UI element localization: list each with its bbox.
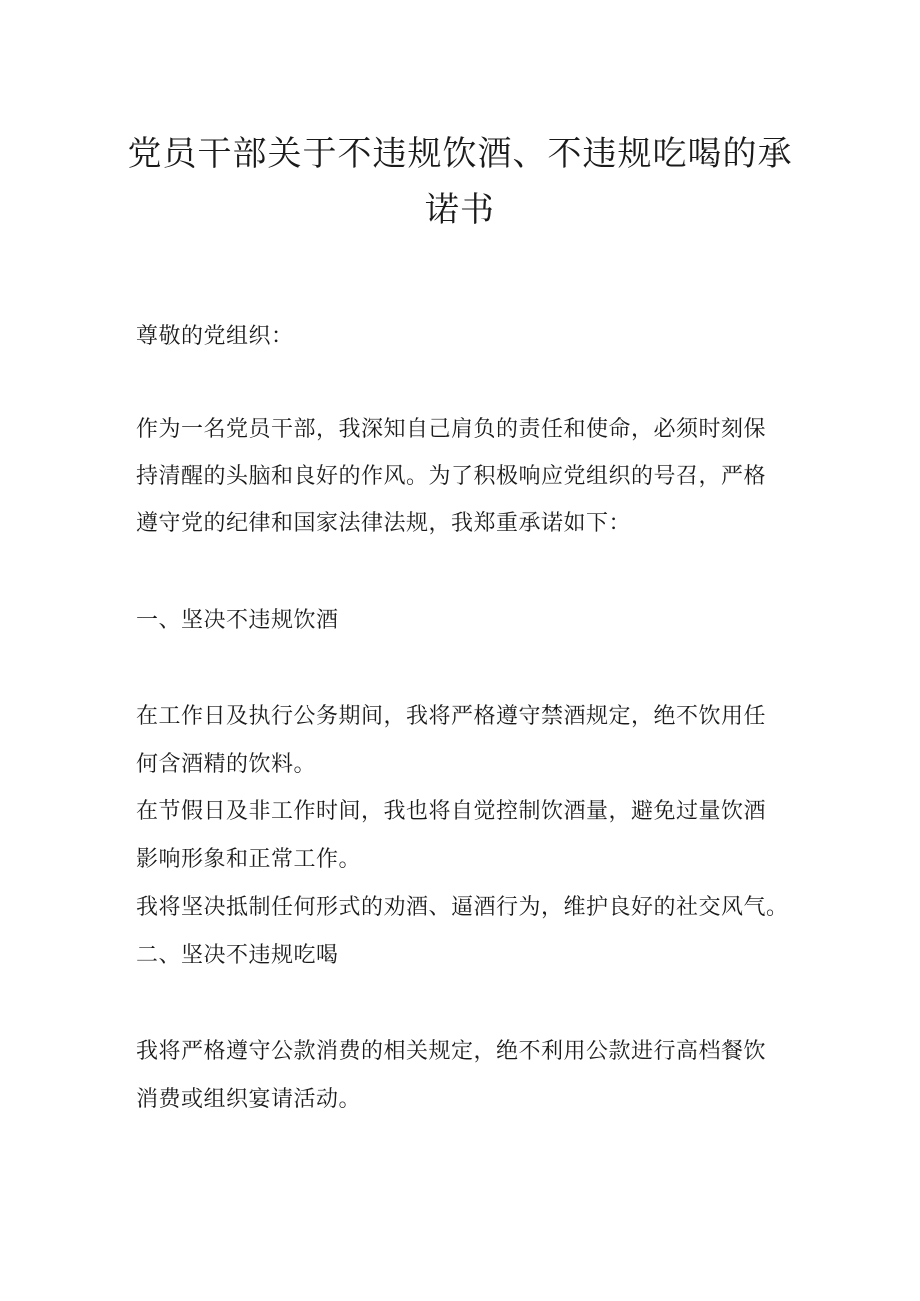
- section-1-line-2: 何含酒精的饮料。: [136, 752, 317, 777]
- section-2-line-2: 消费或组织宴请活动。: [136, 1087, 362, 1112]
- section-1-line-1: 在工作日及执行公务期间，我将严格遵守禁酒规定，绝不饮用任: [136, 704, 767, 729]
- section-1-line-4: 影响形象和正常工作。: [136, 847, 362, 872]
- document-title-line-1: 党员干部关于不违规饮酒、不违规吃喝的承: [127, 134, 793, 174]
- section-1-line-3: 在节假日及非工作时间，我也将自觉控制饮酒量，避免过量饮酒: [136, 799, 767, 824]
- intro-line-3: 遵守党的纪律和国家法律法规，我郑重承诺如下：: [136, 511, 632, 536]
- section-1-heading: 一、坚决不违规饮酒: [136, 608, 339, 633]
- intro-line-1: 作为一名党员干部，我深知自己肩负的责任和使命，必须时刻保: [136, 417, 767, 442]
- section-2-line-1: 我将严格遵守公款消费的相关规定，绝不利用公款进行高档餐饮: [136, 1039, 767, 1064]
- document-title-line-2: 诺书: [425, 190, 495, 230]
- salutation: 尊敬的党组织：: [136, 324, 294, 349]
- section-1-line-5: 我将坚决抵制任何形式的劝酒、逼酒行为，维护良好的社交风气。: [136, 895, 789, 920]
- section-2-heading: 二、坚决不违规吃喝: [136, 943, 339, 968]
- intro-line-2: 持清醒的头脑和良好的作风。为了积极响应党组织的号召，严格: [136, 464, 767, 489]
